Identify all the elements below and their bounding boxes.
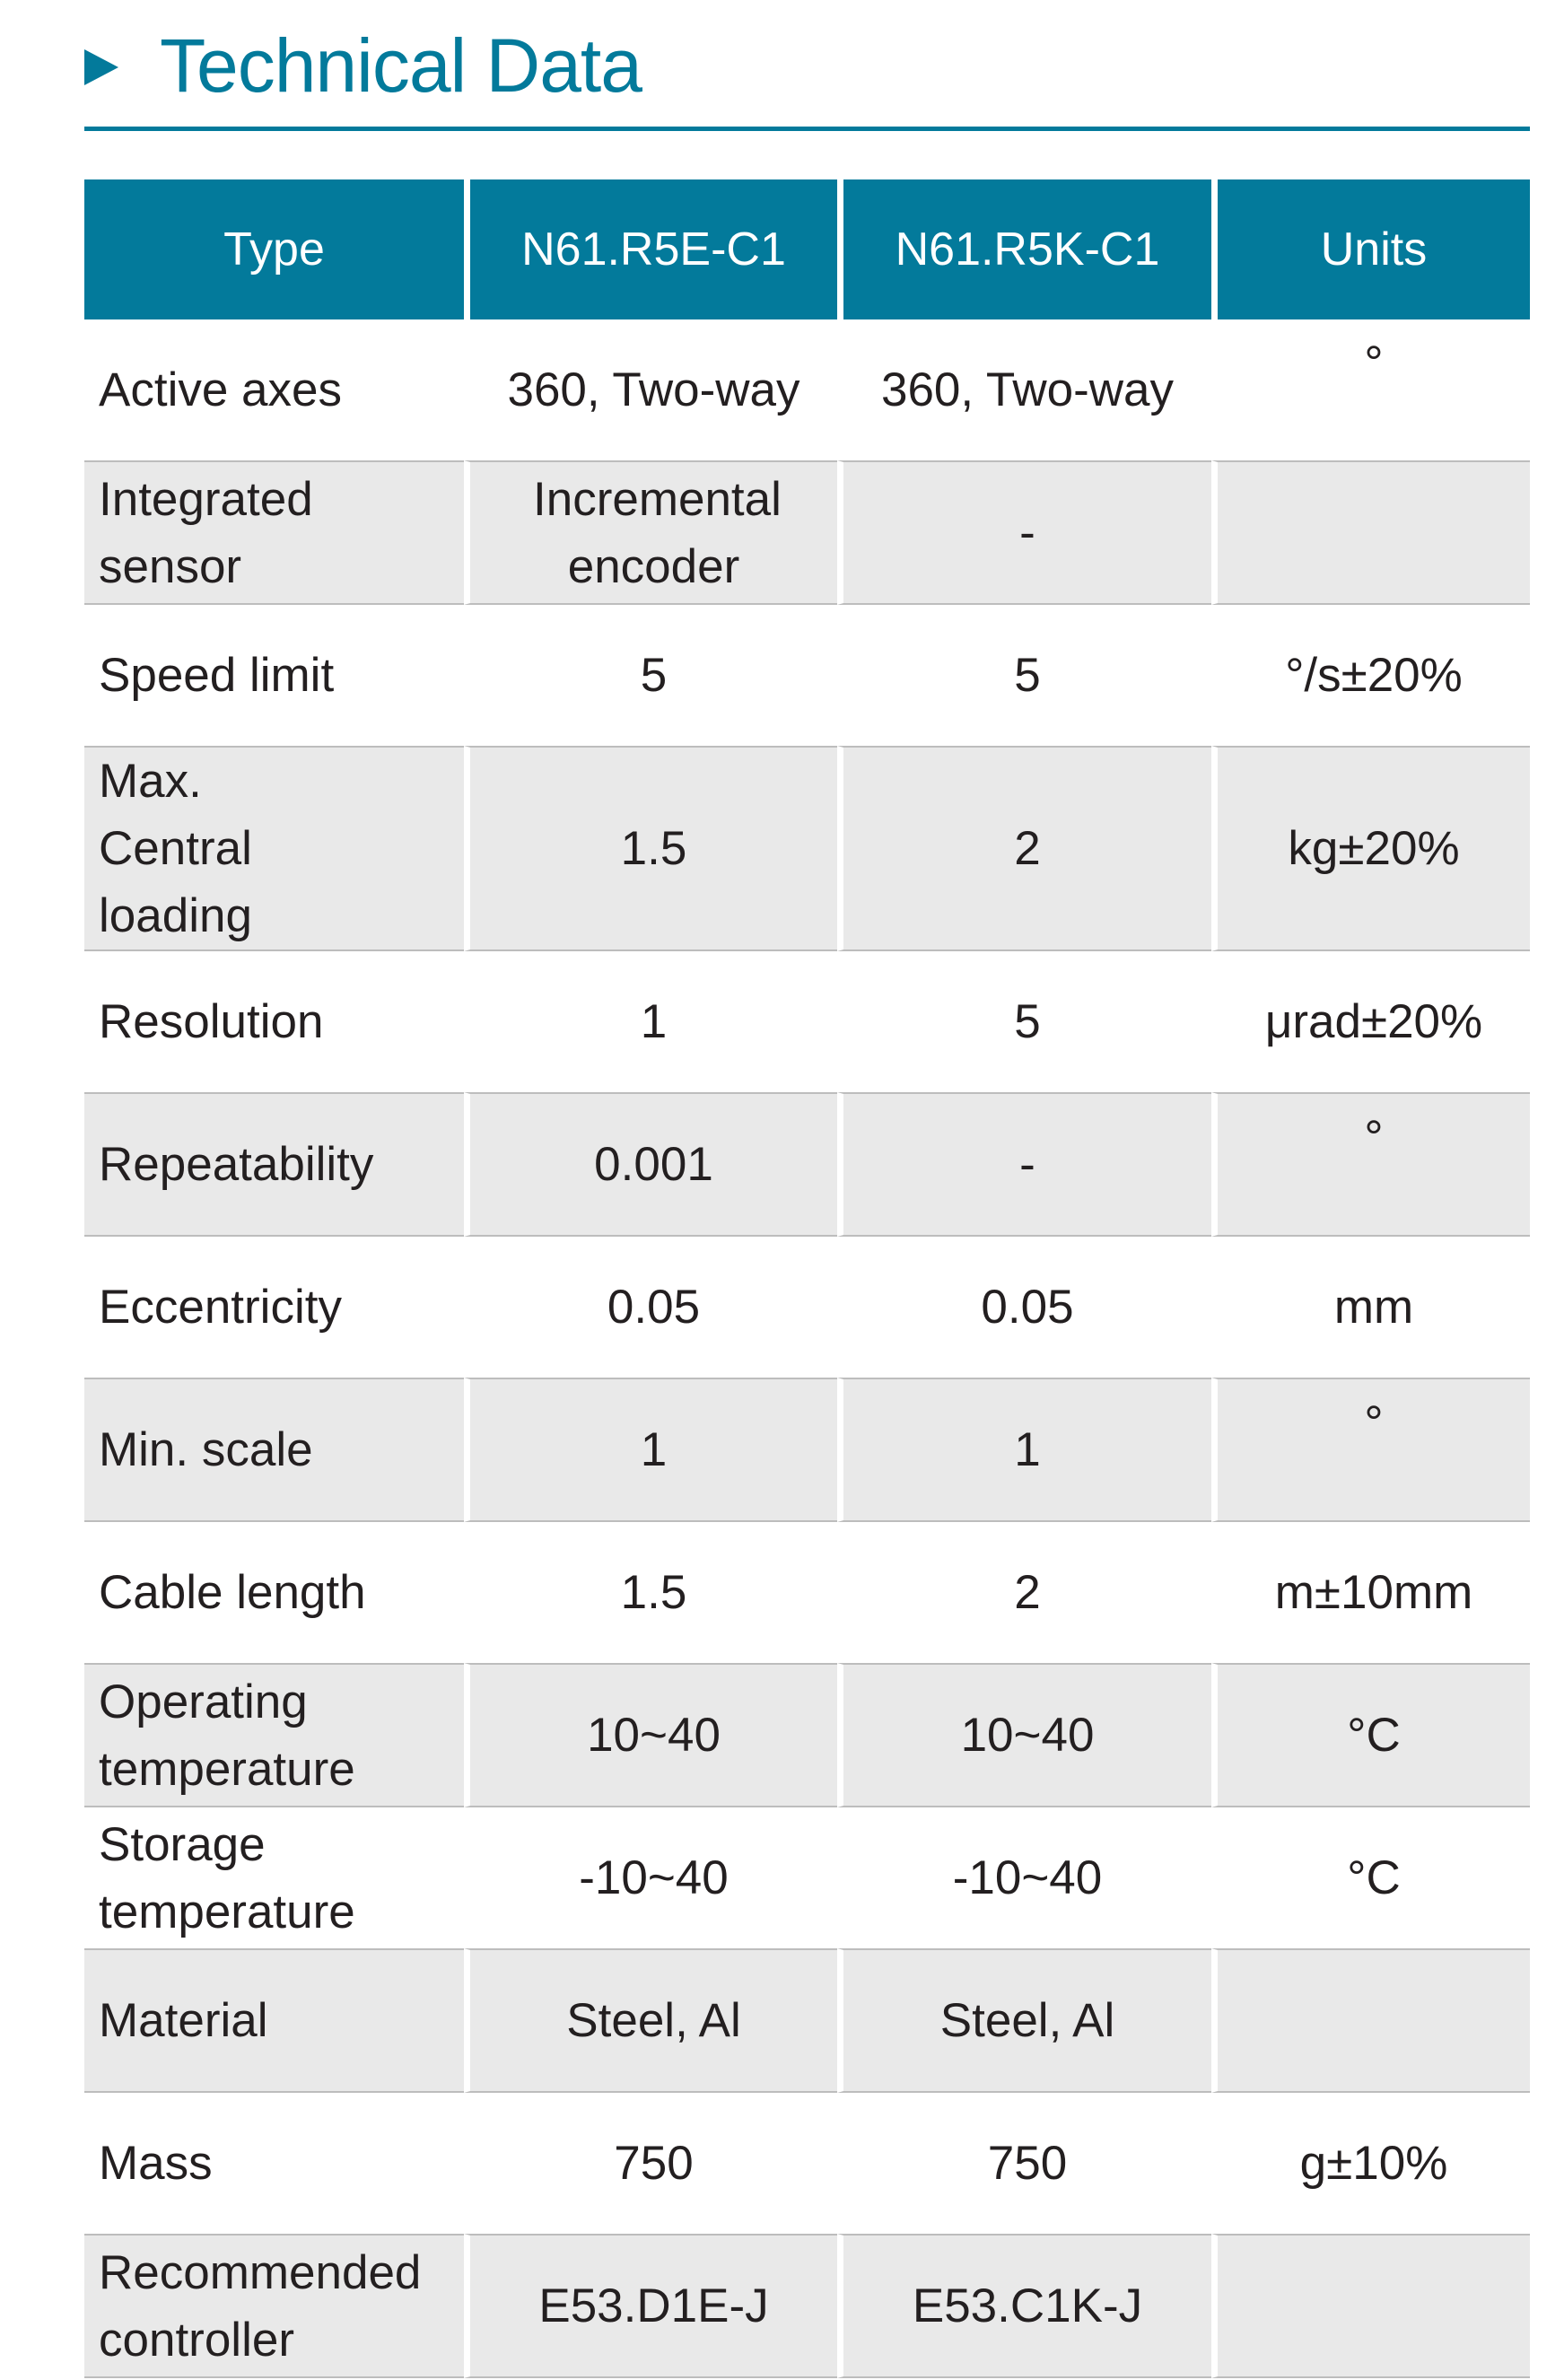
column-header-n61-r5k-c1: N61.R5K-C1	[837, 179, 1211, 319]
param-cell: Repeatability	[84, 1092, 464, 1237]
param-cell: Min. scale	[84, 1378, 464, 1522]
units-cell: °C	[1211, 1807, 1530, 1948]
units-cell	[1211, 319, 1530, 460]
value-cell: -	[837, 1092, 1211, 1237]
value-cell: 1	[464, 1378, 837, 1522]
units-value: °	[1364, 337, 1384, 389]
param-cell: Recommended controller	[84, 2234, 464, 2378]
value-cell: -	[837, 460, 1211, 605]
param-cell: Resolution	[99, 995, 324, 1048]
value-cell: -10~40	[464, 1807, 837, 1948]
value-cell: 360, Two-way	[464, 319, 837, 460]
value-cell: 0.001	[464, 1092, 837, 1237]
units-cell	[1211, 2234, 1530, 2378]
param-cell: Cable length	[99, 1566, 366, 1619]
value-cell: 750	[464, 2093, 837, 2234]
units-cell: mm	[1211, 1237, 1530, 1378]
param-cell: Storage temperature	[99, 1817, 355, 1938]
table-row	[84, 1807, 1530, 1948]
table-row	[84, 1092, 1530, 1237]
param-cell: Active axes	[99, 363, 343, 416]
units-cell	[1211, 1378, 1530, 1522]
table-row	[84, 1948, 1530, 2093]
column-header-type: Type	[84, 179, 464, 319]
value-cell: 2	[837, 746, 1211, 951]
param-cell: Mass	[99, 2137, 213, 2190]
table-row	[84, 460, 1530, 605]
units-cell: °/s±20%	[1211, 605, 1530, 746]
param-cell: Material	[84, 1948, 464, 2093]
value-cell: 1	[837, 1378, 1211, 1522]
page-title: Technical Data	[160, 23, 642, 108]
value-cell: 5	[464, 605, 837, 746]
table-row	[84, 2093, 1530, 2234]
value-cell: 10~40	[464, 1663, 837, 1807]
table-row	[84, 1663, 1530, 1807]
table-header-row	[84, 179, 1530, 319]
units-value: °	[1364, 1396, 1384, 1449]
units-cell: m±10mm	[1211, 1522, 1530, 1663]
table-row	[84, 951, 1530, 1092]
table-row	[84, 2234, 1530, 2378]
title-divider	[84, 127, 1530, 131]
units-value: °	[1364, 1111, 1384, 1164]
units-cell	[1211, 1948, 1530, 2093]
value-cell: 5	[837, 605, 1211, 746]
value-cell: Incremental encoder	[464, 460, 837, 605]
value-cell: 2	[837, 1522, 1211, 1663]
units-cell: g±10%	[1211, 2093, 1530, 2234]
units-cell: °C	[1211, 1663, 1530, 1807]
value-cell: 1.5	[464, 1522, 837, 1663]
value-cell: 750	[837, 2093, 1211, 2234]
units-cell	[1211, 460, 1530, 605]
column-header-units: Units	[1211, 179, 1530, 319]
param-cell: Integrated sensor	[84, 460, 464, 605]
table-row	[84, 605, 1530, 746]
column-header-n61-r5e-c1: N61.R5E-C1	[464, 179, 837, 319]
technical-data-table	[84, 179, 1530, 2378]
value-cell: 0.05	[464, 1237, 837, 1378]
units-cell	[1211, 1092, 1530, 1237]
units-cell: μrad±20%	[1211, 951, 1530, 1092]
value-cell: E53.D1E-J	[464, 2234, 837, 2378]
value-cell: Steel, Al	[464, 1948, 837, 2093]
table-row	[84, 746, 1530, 951]
value-cell: 0.05	[837, 1237, 1211, 1378]
param-cell: Eccentricity	[99, 1281, 342, 1334]
param-cell: Operating temperature	[84, 1663, 464, 1807]
value-cell: 360, Two-way	[837, 319, 1211, 460]
param-cell: Speed limit	[99, 649, 335, 702]
value-cell: -10~40	[837, 1807, 1211, 1948]
table-row	[84, 1237, 1530, 1378]
param-cell: Max. Central loading	[84, 746, 464, 951]
value-cell: E53.C1K-J	[837, 2234, 1211, 2378]
value-cell: 1.5	[464, 746, 837, 951]
value-cell: Steel, Al	[837, 1948, 1211, 2093]
units-cell: kg±20%	[1211, 746, 1530, 951]
value-cell: 5	[837, 951, 1211, 1092]
table-row	[84, 1522, 1530, 1663]
triangle-right-icon	[84, 49, 118, 85]
table-row	[84, 1378, 1530, 1522]
value-cell: 10~40	[837, 1663, 1211, 1807]
table-row	[84, 319, 1530, 460]
section-heading	[84, 16, 642, 115]
value-cell: 1	[464, 951, 837, 1092]
